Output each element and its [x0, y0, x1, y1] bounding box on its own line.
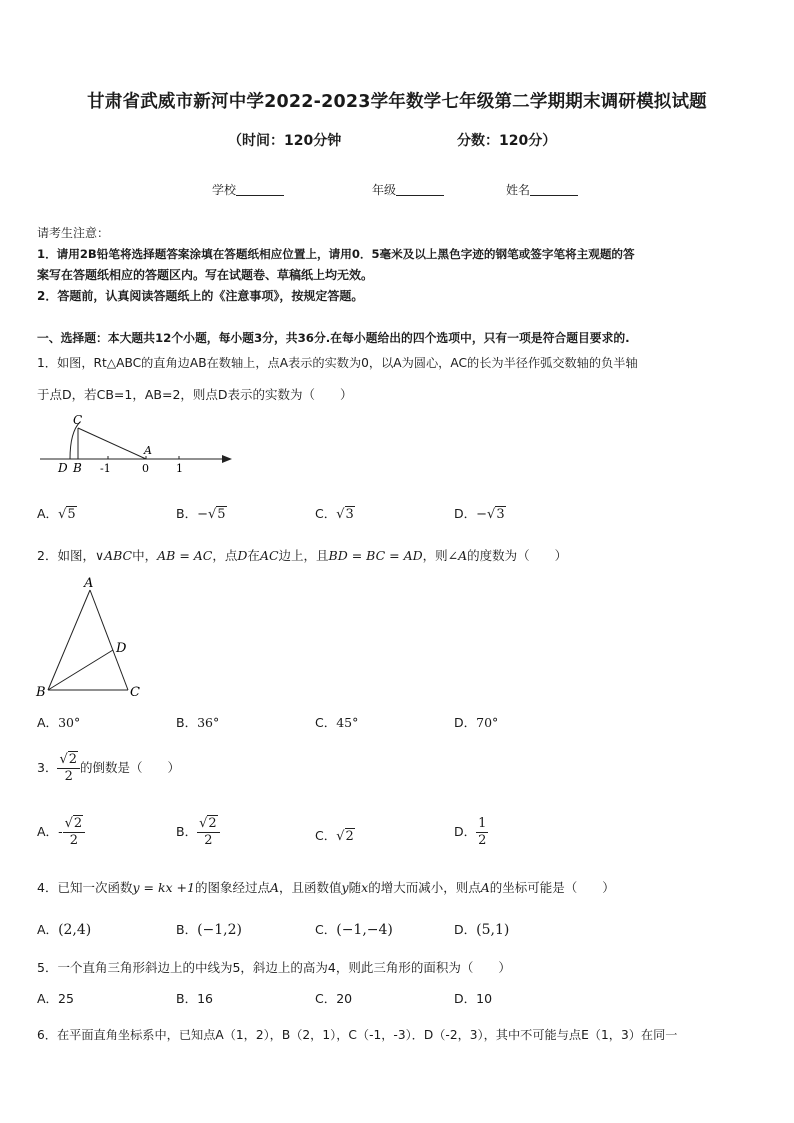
school-field — [212, 181, 284, 198]
fraction: $\frac{√2}{2}$ — [63, 816, 86, 849]
option-label: D． — [454, 922, 477, 937]
text: 边上，且 — [278, 548, 329, 563]
option-label: B． — [176, 715, 198, 730]
q1-number-line-figure — [36, 410, 236, 478]
math: x — [361, 880, 369, 895]
notice-item1-line1: 1．请用2B铅笔将选择题答案涂填在答题纸相应位置上，请用0．5毫米及以上黑色字迹的钢笔或签字笔将主观题的答 — [37, 247, 635, 261]
radicand: 3 — [345, 507, 354, 522]
label-d: D — [58, 461, 68, 475]
math: BD = BC = AD — [328, 548, 423, 563]
option-label: D． — [454, 715, 477, 730]
q2-stem — [37, 546, 567, 564]
option-label: C． — [315, 922, 337, 937]
radicand: 2 — [345, 829, 354, 844]
name-label: 姓名 — [506, 183, 531, 197]
segment-ab — [48, 590, 90, 690]
q3-option-d[interactable] — [454, 816, 488, 849]
q2-option-b[interactable] — [176, 713, 219, 731]
option-label: B． — [176, 922, 198, 937]
math: ∨ABC — [94, 548, 133, 563]
sign: − — [197, 507, 208, 522]
label-c: C — [73, 413, 83, 427]
segment-ca — [78, 428, 146, 459]
label-d: D — [116, 641, 127, 656]
grade-field — [372, 181, 444, 198]
q5-option-d[interactable]: D．10 — [454, 991, 493, 1006]
sqrt-expr: −√5 — [197, 507, 226, 522]
school-label: 学校 — [212, 183, 237, 197]
q4-option-a[interactable] — [37, 920, 91, 938]
name-blank[interactable] — [530, 183, 578, 196]
q6-stem: 6．在平面直角坐标系中，已知点A（1，2），B（2，1），C（-1，-3）．D（-2，3），其中不可能与点E（1，3）在同一 — [37, 1028, 678, 1042]
q4-stem — [37, 878, 615, 896]
sqrt-expr: √5 — [58, 507, 76, 522]
fraction: $\frac{√2}{2}$ — [57, 752, 80, 785]
notice-heading: 请考生注意： — [37, 226, 110, 240]
option-value: 45° — [336, 715, 359, 730]
option-label: C． — [315, 715, 337, 730]
name-field — [506, 181, 578, 198]
label-b: B — [73, 461, 82, 475]
axis-arrow-icon — [222, 455, 232, 463]
q4-option-d[interactable] — [454, 920, 509, 938]
radicand: 5 — [217, 507, 226, 522]
q1-option-c[interactable] — [315, 504, 355, 522]
option-label: A． — [37, 922, 59, 937]
segment-ac — [90, 590, 128, 690]
option-label: A． — [37, 506, 59, 521]
q3-option-b[interactable] — [176, 816, 220, 849]
q1-line2: 于点D，若CB=1，AB=2，则点D表示的实数为（ ） — [37, 387, 353, 402]
math: y = kx +1 — [132, 880, 195, 895]
option-value: 70° — [476, 715, 499, 730]
math: y — [341, 880, 349, 895]
math: D — [237, 548, 248, 563]
q1-option-a[interactable] — [37, 504, 77, 522]
option-value: (−1,−4) — [336, 922, 393, 938]
denominator: 2 — [69, 833, 78, 848]
text: ，且函数值 — [279, 880, 342, 895]
q2-triangle-figure — [34, 574, 154, 702]
option-value: 30° — [58, 715, 81, 730]
exam-score: 分数：120分） — [457, 133, 557, 149]
option-label: C． — [315, 506, 337, 521]
option-label: B． — [176, 824, 198, 839]
label-a: A — [84, 576, 94, 591]
q4-option-c[interactable] — [315, 920, 393, 938]
grade-label: 年级 — [372, 183, 397, 197]
sqrt-expr: √3 — [336, 507, 354, 522]
section1-heading: 一、选择题：本大题共12个小题，每小题3分，共36分.在每小题给出的四个选项中，只有一项是符合题目要求的. — [37, 331, 630, 345]
text: 中， — [132, 548, 158, 563]
math: ∠A — [447, 548, 468, 563]
q2-option-a[interactable] — [37, 713, 80, 731]
option-label: D． — [454, 506, 477, 521]
q5-stem: 5．一个直角三角形斜边上的中线为5，斜边上的高为4，则此三角形的面积为（ ） — [37, 960, 511, 975]
q1-option-d[interactable] — [454, 504, 506, 522]
text: 在 — [247, 548, 260, 563]
q3-option-c[interactable] — [315, 826, 355, 844]
text: 的坐标可能是（ ） — [489, 880, 615, 895]
text: 3． — [37, 760, 58, 775]
label-one: 1 — [176, 462, 183, 475]
notice-item2: 2．答题前，认真阅读答题纸上的《注意事项》，按规定答题。 — [37, 289, 364, 303]
exam-time: （时间：120分钟 — [228, 133, 342, 149]
radicand: 3 — [496, 507, 505, 522]
q5-option-b[interactable]: B．16 — [176, 991, 213, 1006]
sign: − — [476, 507, 488, 522]
q2-option-d[interactable] — [454, 713, 498, 731]
text: 随 — [348, 880, 362, 895]
label-b: B — [36, 685, 46, 700]
radicand: 5 — [67, 507, 76, 522]
q1-line1: 1．如图，Rt△ABC的直角边AB在数轴上，点A表示的实数为0，以A为圆心，AC的长为半径作弧交数轴的负半轴 — [37, 356, 638, 370]
label-zero: 0 — [142, 462, 149, 475]
option-value: (2,4) — [58, 922, 92, 938]
radicand: 2 — [68, 752, 78, 767]
q4-option-b[interactable] — [176, 920, 242, 938]
q3-option-a[interactable] — [37, 816, 85, 849]
exam-title: 甘肃省武威市新河中学2022-2023学年数学七年级第二学期期末调研模拟试题 — [87, 92, 707, 112]
option-value: (−1,2) — [197, 922, 242, 938]
option-label: B． — [176, 506, 198, 521]
sign: - — [58, 824, 63, 839]
label-a: A — [144, 444, 152, 457]
math: A — [270, 880, 280, 895]
fraction — [476, 816, 488, 849]
sqrt-expr: −√3 — [476, 507, 505, 522]
option-value: 36° — [197, 715, 220, 730]
sqrt-expr: √2 — [336, 829, 354, 844]
notice-item1-line2: 案写在答题纸相应的答题区内。写在试题卷、草稿纸上均无效。 — [37, 268, 374, 282]
denominator: 2 — [64, 769, 73, 784]
text: ，点 — [212, 548, 238, 563]
radicand: 2 — [208, 816, 217, 831]
numerator: 1 — [478, 816, 487, 831]
q1-option-b[interactable] — [176, 504, 227, 522]
fraction: $\frac{√2}{2}$ — [197, 816, 220, 849]
text: 2．如图， — [37, 548, 95, 563]
text: 4．已知一次函数 — [37, 880, 133, 895]
school-blank[interactable] — [236, 183, 284, 196]
text: 的图象经过点 — [194, 880, 270, 895]
option-value: (5,1) — [476, 922, 510, 938]
text: 的倒数是（ ） — [80, 760, 181, 775]
segment-bd — [48, 650, 113, 690]
text: 的增大而减小，则点 — [368, 880, 481, 895]
q5-option-c[interactable]: C．20 — [315, 991, 353, 1006]
option-label: C． — [315, 828, 337, 843]
math: AB = AC — [157, 548, 213, 563]
label-c: C — [130, 685, 140, 700]
denominator: 2 — [204, 833, 213, 848]
option-label: A． — [37, 824, 59, 839]
grade-blank[interactable] — [396, 183, 444, 196]
math: AC — [259, 548, 279, 563]
math: A — [480, 880, 490, 895]
denominator: 2 — [478, 833, 487, 848]
q5-option-a[interactable]: A．25 — [37, 991, 74, 1006]
label-minus-one: -1 — [100, 462, 111, 475]
option-label: A． — [37, 715, 59, 730]
q3-stem — [37, 752, 180, 785]
text: ，则 — [422, 548, 448, 563]
q2-option-c[interactable] — [315, 713, 358, 731]
radicand: 2 — [73, 816, 83, 831]
option-label: D． — [454, 824, 477, 839]
text: 的度数为（ ） — [467, 548, 568, 563]
